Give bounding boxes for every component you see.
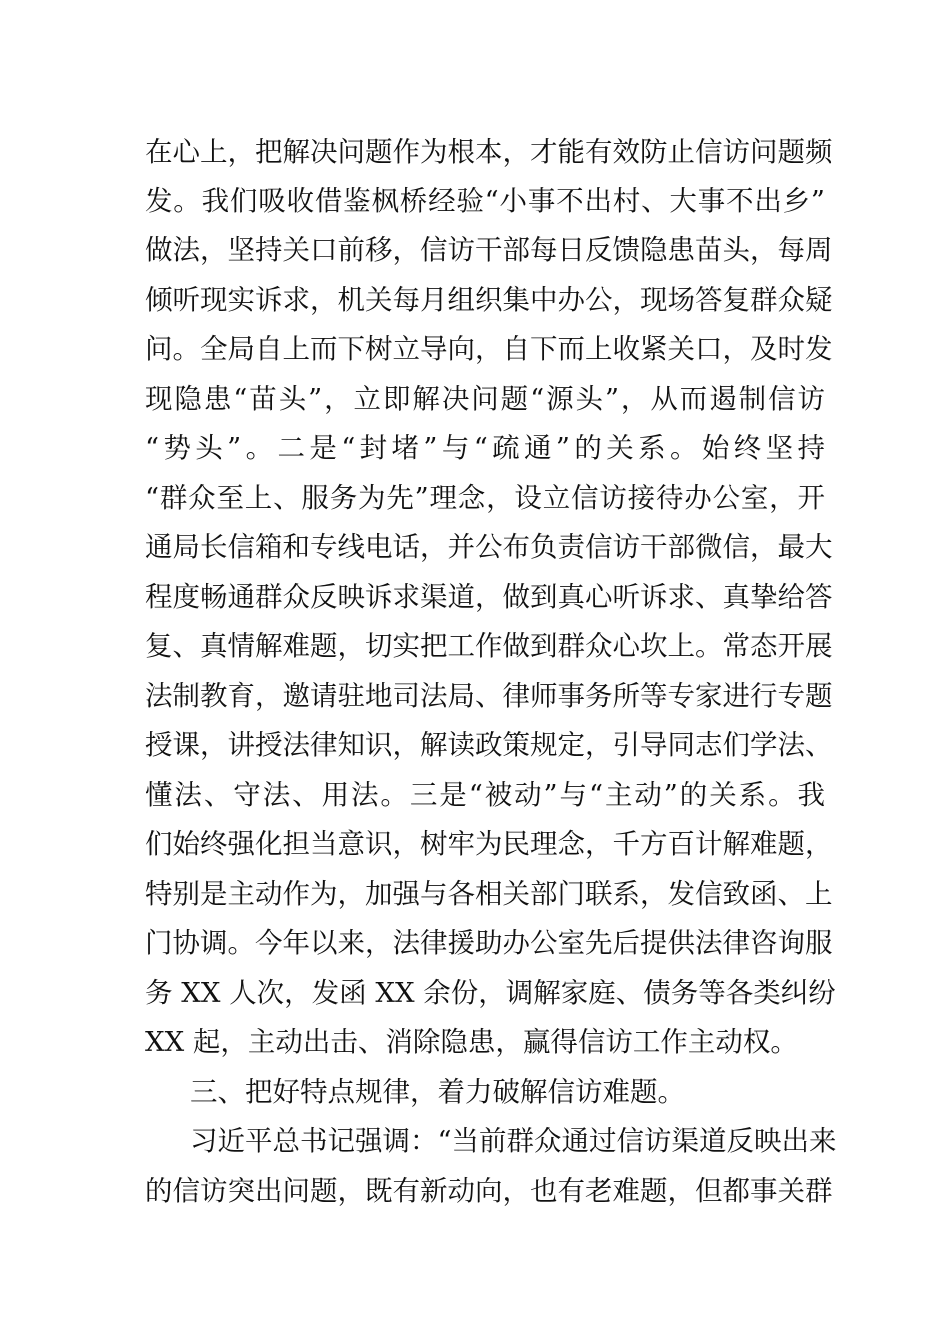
body-text-line: “群众至上、服务为先”理念，设立信访接待办公室，开 — [145, 482, 825, 514]
body-text-line: 特别是主动作为，加强与各相关部门联系，发信致函、上 — [145, 878, 833, 910]
body-text-line: 们始终强化担当意识，树牢为民理念，千方百计解难题， — [145, 828, 833, 860]
section-heading: 三、把好特点规律，着力破解信访难题。 — [190, 1076, 685, 1108]
body-text-line: 程度畅通群众反映诉求渠道，做到真心听诉求、真挚给答 — [145, 581, 833, 613]
body-text-line: 通局长信箱和专线电话，并公布负责信访干部微信，最大 — [145, 531, 833, 563]
body-text-line: 问。全局自上而下树立导向，自下而上收紧关口，及时发 — [145, 333, 833, 365]
body-text-line: 做法，坚持关口前移，信访干部每日反馈隐患苗头，每周 — [145, 234, 833, 266]
body-text-line: 在心上，把解决问题作为根本，才能有效防止信访问题频 — [145, 136, 833, 168]
body-text-line: XX 起，主动出击、消除隐患，赢得信访工作主动权。 — [145, 1026, 798, 1058]
body-text-line: 现隐患“苗头”，立即解决问题“源头”，从而遏制信访 — [145, 383, 825, 415]
body-text-line: “势头”。二是“封堵”与“疏通”的关系。始终坚持 — [145, 432, 825, 464]
body-text-line: 懂法、守法、用法。三是“被动”与“主动”的关系。我 — [145, 779, 825, 811]
body-text-line: 务 XX 人次，发函 XX 余份，调解家庭、债务等各类纠纷 — [145, 977, 836, 1009]
body-text-line: 发。我们吸收借鉴枫桥经验“小事不出村、大事不出乡” — [145, 185, 825, 217]
body-text-line: 授课，讲授法律知识，解读政策规定，引导同志们学法、 — [145, 729, 833, 761]
body-text-line: 习近平总书记强调：“当前群众通过信访渠道反映出来 — [190, 1125, 837, 1157]
body-text-line: 门协调。今年以来，法律援助办公室先后提供法律咨询服 — [145, 927, 833, 959]
body-text-line: 的信访突出问题，既有新动向，也有老难题，但都事关群 — [145, 1175, 833, 1207]
body-text-line: 倾听现实诉求，机关每月组织集中办公，现场答复群众疑 — [145, 284, 833, 316]
body-text-line: 法制教育，邀请驻地司法局、律师事务所等专家进行专题 — [145, 680, 833, 712]
body-text-line: 复、真情解难题，切实把工作做到群众心坎上。常态开展 — [145, 630, 833, 662]
